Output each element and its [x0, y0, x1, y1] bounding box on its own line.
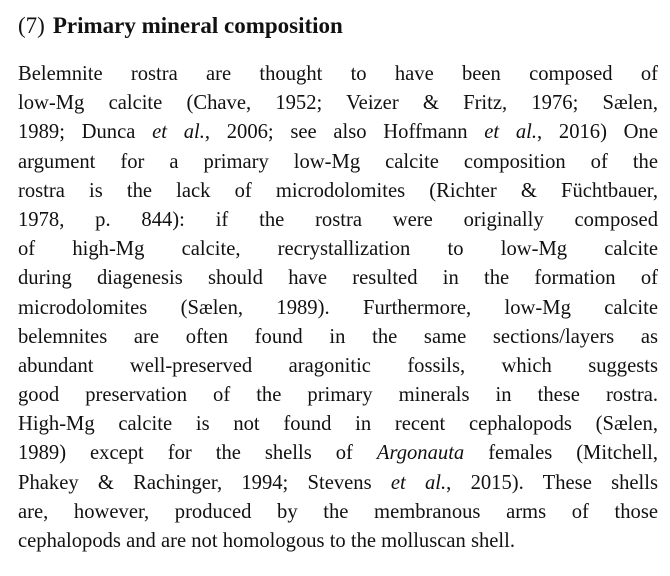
italic-text: et al.	[390, 471, 447, 494]
paragraph-line	[18, 89, 658, 118]
document-page	[18, 12, 658, 556]
section-heading	[18, 12, 658, 40]
text-run: High-Mg calcite is not found in recent cephalopods (Sælen,	[18, 413, 658, 436]
text-run: females (Mitchell,	[464, 442, 658, 465]
text-run: abundant well-preserved aragonitic fossils, which suggests	[18, 354, 658, 377]
text-run: , 2015). These shells	[446, 471, 659, 494]
paragraph-line	[18, 60, 658, 89]
text-run: 1989; Dunca	[18, 121, 153, 144]
paragraph-line	[18, 177, 658, 206]
paragraph-line	[18, 439, 658, 468]
paragraph-line	[18, 323, 658, 352]
paragraph-line	[18, 469, 658, 498]
text-run: Phakey & Rachinger, 1994; Stevens	[18, 471, 391, 494]
paragraph-line	[18, 148, 658, 177]
text-run: belemnites are often found in the same sections/layers as	[18, 325, 658, 348]
text-run: 1978, p. 844): if the rostra were originally composed	[18, 208, 658, 231]
text-run: good preservation of the primary minerals in these rostra.	[18, 384, 658, 407]
italic-text: Argonauta	[376, 442, 465, 465]
section-title: Primary mineral composition	[52, 13, 343, 38]
body-paragraph	[18, 60, 658, 556]
paragraph-line	[18, 235, 658, 264]
text-run: , 2016) One	[537, 121, 658, 144]
paragraph-line	[18, 498, 658, 527]
text-run: 1989) except for the shells of	[18, 442, 377, 465]
text-run: Belemnite rostra are thought to have been composed of	[18, 63, 658, 85]
paragraph-line	[18, 206, 658, 235]
paragraph-line	[18, 527, 658, 556]
text-run: low-Mg calcite (Chave, 1952; Veizer & Fritz, 1976; Sælen,	[18, 92, 658, 115]
text-run: , 2006; see also Hoffmann	[204, 121, 485, 144]
text-run: rostra is the lack of microdolomites (Richter & Füchtbauer,	[18, 179, 658, 202]
paragraph-line	[18, 381, 658, 410]
text-run: microdolomites (Sælen, 1989). Furthermore, low-Mg calcite	[18, 296, 658, 319]
text-run: cephalopods and are not homologous to the molluscan shell.	[18, 530, 516, 552]
paragraph-line	[18, 410, 658, 439]
italic-text: et al.	[484, 121, 538, 144]
text-run: are, however, produced by the membranous arms of those	[18, 500, 658, 523]
italic-text: et al.	[152, 121, 205, 144]
text-run: argument for a primary low-Mg calcite composition of the	[18, 150, 658, 173]
paragraph-line	[18, 352, 658, 381]
text-run: during diagenesis should have resulted in the formation of	[18, 267, 658, 290]
paragraph-line	[18, 264, 658, 293]
section-number: (7)	[18, 13, 45, 38]
paragraph-line	[18, 294, 658, 323]
paragraph-line	[18, 118, 658, 147]
text-run: of high-Mg calcite, recrystallization to low-Mg calcite	[18, 238, 658, 261]
